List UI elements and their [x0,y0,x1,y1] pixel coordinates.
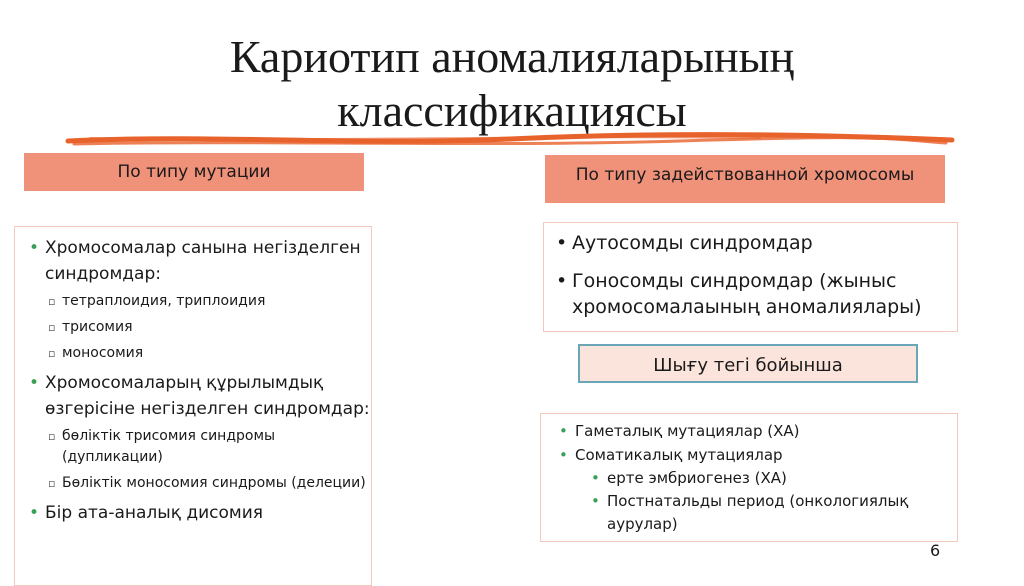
sub-list [45,291,371,364]
sub-list [45,426,371,494]
label-origin: Шығу тегі бойынша [578,344,918,383]
mutation-type-list [25,235,371,526]
list-item [25,500,371,526]
origin-list [557,419,957,536]
chromosome-type-box [543,222,958,332]
sub-list-item: • ерте эмбриогенез (ХА) [589,467,957,490]
title-line-2: классификациясы [337,85,687,136]
list-item: • Аутосомды синдромдар [552,230,957,256]
list-item [25,235,371,364]
page-number: 6 [930,541,941,560]
sub-list [589,467,957,536]
list-item: • Гоносомды синдромдар (жыныс хромосомалаының аномалиялары) [552,268,957,320]
list-item [25,370,371,494]
list-item-text: Хромосомаларың құрылымдық өзгерісіне негізделген синдромдар: [45,373,370,419]
title-line-1: Кариотип аномалияларының [229,31,795,82]
list-item-text: Гаметалық мутациялар (ХА) [575,422,800,440]
origin-box [540,413,958,542]
brush-stroke-underline [60,128,960,152]
list-item-text: Хромосомалар санына негізделген синдромдар: [45,238,361,284]
sub-list-item: • Постнатальды период (онкологиялық аурулар) [589,490,957,536]
mutation-type-box [14,226,372,586]
label-chromosome-type: По типу задействованной хромосомы [545,155,945,203]
slide-title [0,30,1024,138]
sub-list-item: ▫ моносомия [45,343,371,364]
sub-list-item: ▫ Бөліктік моносомия синдромы (делеции) [45,473,371,494]
list-item-text: Бір ата-аналық дисомия [45,503,264,523]
sub-list-item: ▫ тетраплоидия, триплоидия [45,291,371,312]
list-item-text: Соматикалық мутациялар [575,446,783,464]
list-item [557,419,957,443]
label-mutation-type: По типу мутации [24,153,364,191]
sub-list-item: ▫ трисомия [45,317,371,338]
chromosome-type-list [552,230,957,320]
sub-list-item: ▫ бөліктік трисомия синдромы (дупликации) [45,426,371,468]
list-item [557,443,957,536]
